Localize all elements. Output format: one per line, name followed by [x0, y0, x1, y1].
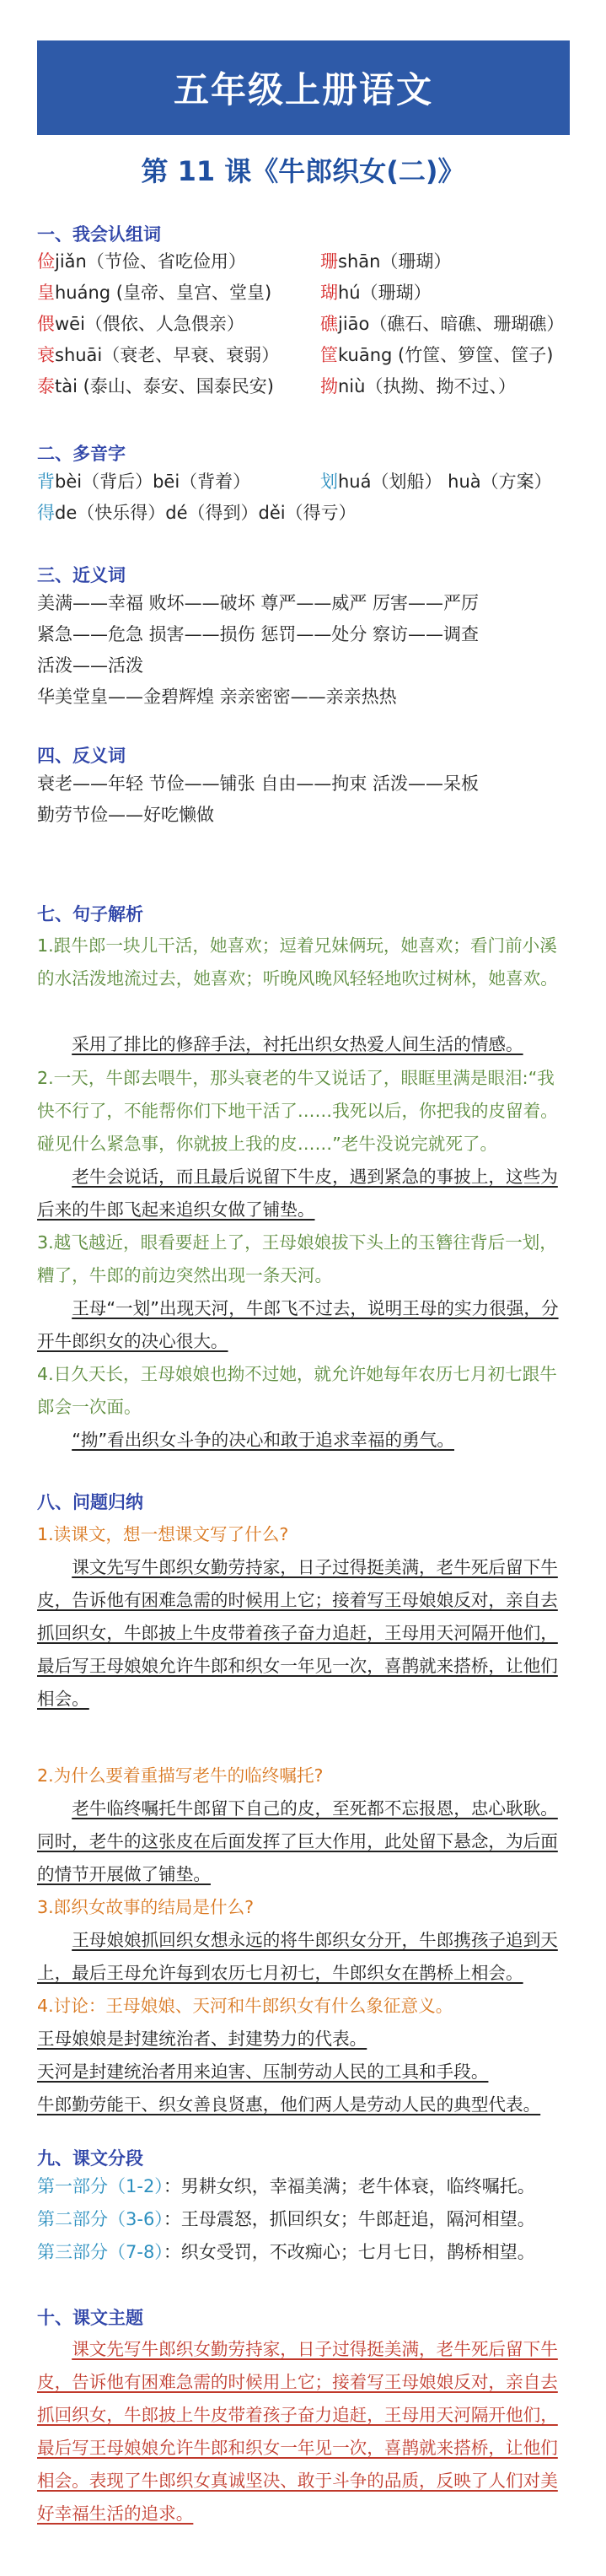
analysis-3: 王母“一划”出现天河，牛郎飞不过去，说明王母的实力很强，分开牛郎织女的决心很大。 [37, 1298, 559, 1351]
answer-1: 课文先写牛郎织女勤劳持家，日子过得挺美满，老牛死后留下牛皮，告诉他有困难急需的时候用上它；接着写王母娘娘反对，亲自去抓回织女，牛郎披上牛皮带着孩子奋力追赶，王母用天河隔开他们，最后写王母娘娘允许牛郎和织女一年见一次，喜鹊就来搭桥，让他们相会。 [37, 1557, 558, 1709]
question-4: 4.讨论：王母娘娘、天河和牛郎织女有什么象征意义。 [37, 1996, 453, 2016]
word-row: 筐kuāng (竹筐、箩筐、筐子) [320, 345, 554, 365]
section-heading-3: 三、近义词 [37, 565, 126, 585]
synonym-row: 紧急——危急 损害——损伤 惩罚——处分 察访——调查 [37, 624, 480, 644]
word-row: 衰shuāi（衰老、早衰、衰弱） [37, 345, 280, 365]
section-heading-8: 八、问题归纳 [37, 1492, 143, 1512]
polyphone-row: 划huá（划船） huà（方案） [320, 472, 552, 492]
synonym-row: 华美堂皇——金碧辉煌 亲亲密密——亲亲热热 [37, 687, 397, 707]
word-row: 泰tài (泰山、泰安、国泰民安) [37, 376, 274, 396]
question-1: 1.读课文，想一想课文写了什么? [37, 1524, 289, 1544]
word-row: 礁jiāo（礁石、暗礁、珊瑚礁） [320, 314, 565, 334]
synonym-row: 美满——幸福 败坏——破坏 尊严——威严 厉害——严厉 [37, 593, 480, 613]
answer-3: 王母娘娘抓回织女想永远的将牛郎织女分开，牛郎携孩子追到天上，最后王母允许每到农历七月初七，牛郎织女在鹊桥上相会。 [37, 1930, 558, 1983]
part-row: 第三部分（7-8）：织女受罚，不改痴心；七月七日，鹊桥相望。 [37, 2242, 535, 2262]
part-row: 第一部分（1-2）：男耕女织，幸福美满；老牛体衰，临终嘱托。 [37, 2176, 535, 2196]
title-banner [37, 40, 570, 135]
part-row: 第二部分（3-6）：王母震怒，抓回织女；牛郎赶追，隔河相望。 [37, 2209, 535, 2229]
section-heading-10: 十、课文主题 [37, 2308, 143, 2328]
word-row: 偎wēi（偎依、人急偎亲） [37, 314, 244, 334]
section-heading-1: 一、我会认组词 [37, 224, 161, 245]
analysis-4: “拗”看出织女斗争的决心和敢于追求幸福的勇气。 [72, 1430, 454, 1450]
sentence-3: 3.越飞越近，眼看要赶上了，王母娘娘拔下头上的玉簪往背后一划，糟了，牛郎的前边突然出现一条天河。 [37, 1232, 557, 1285]
theme-text: 课文先写牛郎织女勤劳持家，日子过得挺美满，老牛死后留下牛皮，告诉他有困难急需的时候用上它；接着写王母娘娘反对，亲自去抓回织女，牛郎披上牛皮带着孩子奋力追赶，王母用天河隔开他们，最后写王母娘娘允许牛郎和织女一年见一次，喜鹊就来搭桥，让他们相会。表现了牛郎织女真诚坚决、敢于斗争的品质，反映了人们对美好幸福生活的追求。 [37, 2339, 558, 2524]
question-2: 2.为什么要着重描写老牛的临终嘱托? [37, 1765, 324, 1786]
sentence-4: 4.日久天长，王母娘娘也拗不过她，就允许她每年农历七月初七跟牛郎会一次面。 [37, 1364, 557, 1417]
answer-4: 王母娘娘是封建统治者、封建势力的代表。 天河是封建统治者用来迫害、压制劳动人民的工具和手段。 牛郎勤劳能干、织女善良贤惠，他们两人是劳动人民的典型代表。 [37, 2029, 541, 2115]
word-row: 拗niù（执拗、拗不过、） [320, 376, 516, 396]
polyphone-row: 得de（快乐得）dé（得到）děi（得亏） [37, 503, 357, 523]
synonym-row: 活泼——活泼 [37, 655, 143, 676]
sentence-2: 2.一天，牛郎去喂牛，那头衰老的牛又说话了，眼眶里满是眼泪:“我快不行了，不能帮你们下地干活了……我死以后，你把我的皮留着。碰见什么紧急事，你就披上我的皮……”老牛没说完就死了。 [37, 1068, 558, 1154]
word-row: 皇huáng (皇帝、皇宫、堂皇) [37, 283, 272, 303]
question-3: 3.郎织女故事的结局是什么? [37, 1897, 255, 1917]
section-heading-7: 七、句子解析 [37, 904, 143, 924]
word-row: 俭jiǎn（节俭、省吃俭用） [37, 251, 246, 272]
section-heading-4: 四、反义词 [37, 746, 126, 766]
lesson-title: 第 11 课《牛郎织女(二)》 [141, 155, 465, 187]
sentence-1: 1.跟牛郎一块儿干活，她喜欢；逗着兄妹俩玩，她喜欢；看门前小溪的水活泼地流过去，她喜欢；听晚风晚风轻轻地吹过树林，她喜欢。 [37, 935, 558, 989]
section-heading-9: 九、课文分段 [37, 2148, 143, 2169]
section-heading-2: 二、多音字 [37, 444, 126, 464]
antonym-row: 衰老——年轻 节俭——铺张 自由——拘束 活泼——呆板 [37, 773, 480, 794]
analysis-2: 老牛会说话，而且最后说留下牛皮，遇到紧急的事披上，这些为后来的牛郎飞起来追织女做了铺垫。 [37, 1167, 558, 1220]
answer-2: 老牛临终嘱托牛郎留下自己的皮，至死都不忘报恩，忠心耿耿。同时，老牛的这张皮在后面发挥了巨大作用，此处留下悬念，为后面的情节开展做了铺垫。 [37, 1798, 558, 1884]
word-row: 珊shān（珊瑚） [320, 251, 452, 272]
page-title: 五年级上册语文 [173, 69, 433, 110]
antonym-row: 勤劳节俭——好吃懒做 [37, 805, 214, 825]
analysis-1: 采用了排比的修辞手法，衬托出织女热爱人间生活的情感。 [72, 1034, 523, 1054]
word-row: 瑚hú（珊瑚） [320, 283, 432, 303]
polyphone-row: 背bèi（背后）bēi（背着） [37, 472, 251, 492]
